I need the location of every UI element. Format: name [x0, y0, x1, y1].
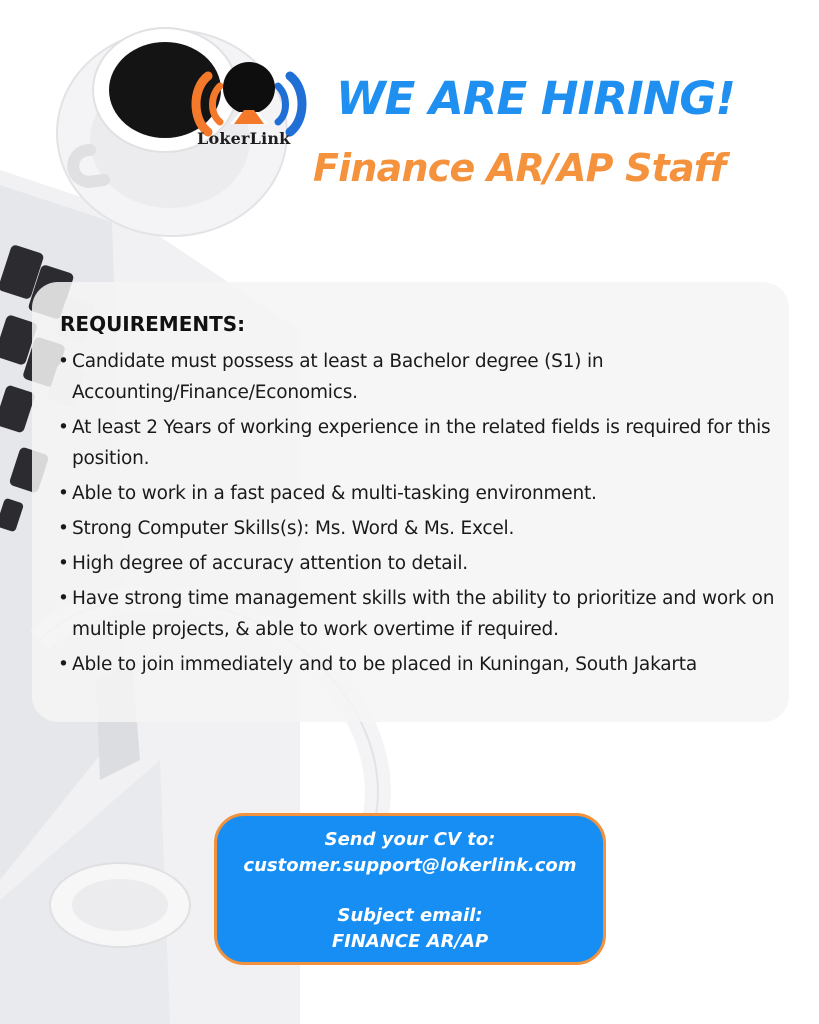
- list-item: [58, 649, 793, 680]
- hiring-headline: WE ARE HIRING!: [336, 72, 735, 125]
- bullet-icon: •: [58, 518, 69, 539]
- send-cv-label: Send your CV to:: [324, 829, 496, 850]
- list-item-text: Candidate must possess at least a Bachelor degree (S1) in Accounting/Finance/Economics.: [72, 351, 604, 403]
- list-item-text: Have strong time management skills with the ability to prioritize and work on multiple projects, & able to work overtime if required.: [72, 588, 775, 640]
- list-item: [58, 548, 793, 579]
- list-item-text: High degree of accuracy attention to detail.: [72, 553, 468, 574]
- contact-box: [214, 813, 606, 965]
- job-title: Finance AR/AP Staff: [313, 146, 726, 190]
- list-item-text: Able to join immediately and to be placed in Kuningan, South Jakarta: [72, 654, 697, 675]
- list-item: [58, 478, 793, 509]
- bullet-icon: •: [58, 588, 69, 609]
- contact-email-link[interactable]: customer.support@lokerlink.com: [243, 855, 577, 876]
- list-item: [58, 513, 793, 544]
- brand-name: LokerLink: [197, 129, 291, 148]
- list-item: [58, 412, 793, 474]
- spacer: [217, 879, 603, 903]
- subject-label: Subject email:: [337, 905, 483, 926]
- bullet-icon: •: [58, 553, 69, 574]
- list-item-text: Strong Computer Skills(s): Ms. Word & Ms. Excel.: [72, 518, 515, 539]
- email-subject: FINANCE AR/AP: [331, 931, 489, 952]
- bullet-icon: •: [58, 654, 69, 675]
- list-item-text: At least 2 Years of working experience in the related fields is required for this position.: [72, 417, 771, 469]
- bullet-icon: •: [58, 483, 69, 504]
- list-item: [58, 346, 793, 408]
- bullet-icon: •: [58, 417, 69, 438]
- list-item-text: Able to work in a fast paced & multi-tasking environment.: [72, 483, 597, 504]
- requirements-list: [58, 346, 793, 684]
- list-item: [58, 583, 793, 645]
- bullet-icon: •: [58, 351, 69, 372]
- requirements-title: REQUIREMENTS:: [60, 312, 246, 336]
